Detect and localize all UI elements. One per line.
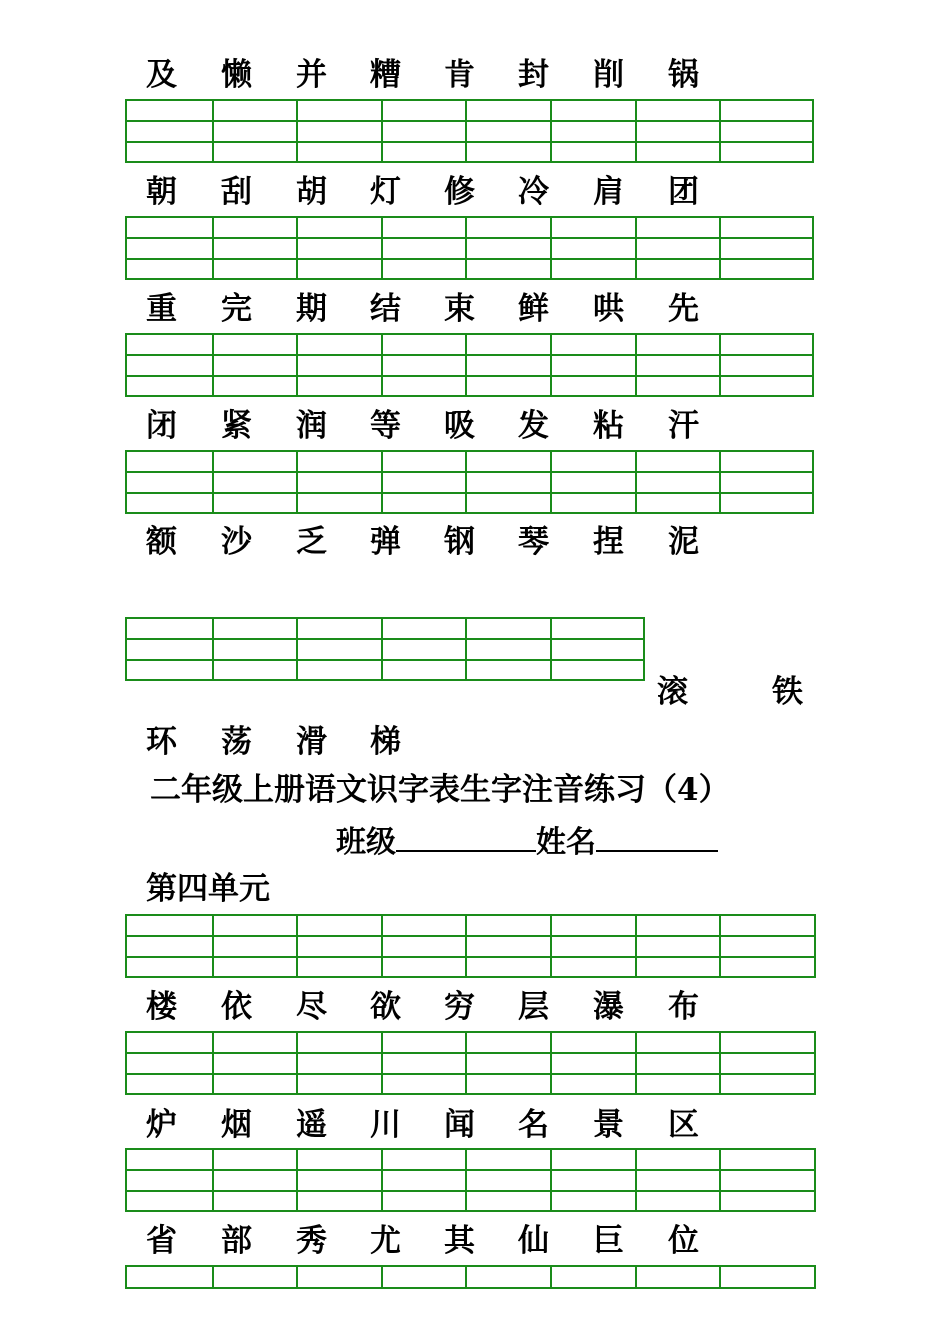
class-label: 班级 bbox=[336, 825, 396, 860]
grid-vline bbox=[635, 1150, 637, 1210]
grid-hline bbox=[127, 492, 812, 494]
hanzi-char: 结 bbox=[370, 291, 401, 327]
hanzi-char: 部 bbox=[221, 1223, 252, 1259]
hanzi-char: 团 bbox=[668, 174, 699, 210]
grid-vline bbox=[212, 335, 214, 395]
grid-vline bbox=[296, 1267, 298, 1289]
grid-hline bbox=[127, 237, 812, 239]
grid-vline bbox=[635, 218, 637, 278]
grid-hline bbox=[127, 1169, 814, 1171]
grid-vline bbox=[296, 335, 298, 395]
grid-vline bbox=[465, 1033, 467, 1093]
hanzi-char: 穷 bbox=[444, 989, 475, 1025]
grid-vline bbox=[381, 452, 383, 512]
hanzi-char: 巨 bbox=[593, 1223, 624, 1259]
hanzi-char: 弹 bbox=[370, 524, 401, 560]
hanzi-char: 烟 bbox=[221, 1107, 252, 1143]
grid-vline bbox=[212, 218, 214, 278]
grid-vline bbox=[381, 101, 383, 161]
hanzi-char: 遥 bbox=[296, 1107, 327, 1143]
hanzi-char: 润 bbox=[296, 408, 327, 444]
grid-vline bbox=[465, 452, 467, 512]
hanzi-char: 鲜 bbox=[518, 291, 549, 327]
char-row-6 bbox=[146, 987, 866, 1027]
hanzi-char: 修 bbox=[444, 174, 475, 210]
grid-vline bbox=[212, 101, 214, 161]
grid-vline bbox=[212, 1267, 214, 1289]
hanzi-char: 刮 bbox=[221, 174, 252, 210]
grid-vline bbox=[719, 101, 721, 161]
grid-vline bbox=[465, 335, 467, 395]
hanzi-char: 琴 bbox=[518, 524, 549, 560]
char-row-3 bbox=[146, 289, 866, 329]
hanzi-char: 锅 bbox=[668, 57, 699, 93]
hanzi-char: 发 bbox=[518, 408, 549, 444]
grid-hline bbox=[127, 1190, 814, 1192]
hanzi-char: 闭 bbox=[146, 408, 177, 444]
hanzi-char: 荡 bbox=[221, 724, 252, 760]
hanzi-char: 位 bbox=[668, 1223, 699, 1259]
hanzi-char: 汗 bbox=[668, 408, 699, 444]
pinyin-grid-5 bbox=[125, 617, 645, 681]
char-row-7 bbox=[146, 1105, 866, 1145]
hanzi-char: 瀑 bbox=[593, 989, 624, 1025]
hanzi-char: 削 bbox=[593, 57, 624, 93]
grid-vline bbox=[212, 1033, 214, 1093]
char-row-5 bbox=[146, 522, 866, 562]
char-row-4 bbox=[146, 406, 866, 446]
grid-vline bbox=[635, 335, 637, 395]
hanzi-char: 期 bbox=[296, 291, 327, 327]
grid-vline bbox=[296, 101, 298, 161]
hanzi-char: 并 bbox=[296, 57, 327, 93]
grid-vline bbox=[381, 619, 383, 679]
char-row-1 bbox=[146, 55, 866, 95]
hanzi-char: 依 bbox=[221, 989, 252, 1025]
hanzi-char: 梯 bbox=[370, 724, 401, 760]
grid-hline bbox=[127, 258, 812, 260]
grid-vline bbox=[381, 1150, 383, 1210]
hanzi-char: 闻 bbox=[444, 1107, 475, 1143]
grid-hline bbox=[127, 659, 643, 661]
grid-vline bbox=[550, 1150, 552, 1210]
hanzi-char: 炉 bbox=[146, 1107, 177, 1143]
pinyin-grid-8 bbox=[125, 1148, 816, 1212]
hanzi-char: 沙 bbox=[221, 524, 252, 560]
grid-vline bbox=[381, 916, 383, 976]
grid-vline bbox=[296, 1150, 298, 1210]
grid-vline bbox=[719, 916, 721, 976]
hanzi-char: 肯 bbox=[444, 57, 475, 93]
grid-vline bbox=[296, 218, 298, 278]
grid-hline bbox=[127, 956, 814, 958]
grid-vline bbox=[550, 916, 552, 976]
grid-vline bbox=[465, 1267, 467, 1289]
grid-vline bbox=[550, 218, 552, 278]
grid-hline bbox=[127, 1287, 814, 1289]
grid-vline bbox=[296, 916, 298, 976]
grid-vline bbox=[381, 218, 383, 278]
hanzi-char: 层 bbox=[518, 989, 549, 1025]
grid-vline bbox=[635, 1267, 637, 1289]
grid-hline bbox=[127, 638, 643, 640]
hanzi-char: 糟 bbox=[370, 57, 401, 93]
grid-vline bbox=[296, 1033, 298, 1093]
grid-vline bbox=[381, 335, 383, 395]
hanzi-char: 省 bbox=[146, 1223, 177, 1259]
grid-vline bbox=[465, 218, 467, 278]
grid-vline bbox=[212, 1150, 214, 1210]
grid-hline bbox=[127, 471, 812, 473]
grid-vline bbox=[635, 452, 637, 512]
grid-vline bbox=[635, 1033, 637, 1093]
hanzi-char: 泥 bbox=[668, 524, 699, 560]
grid-hline bbox=[127, 375, 812, 377]
hanzi-char: 粘 bbox=[593, 408, 624, 444]
hanzi-char: 名 bbox=[518, 1107, 549, 1143]
hanzi-char: 额 bbox=[146, 524, 177, 560]
grid-vline bbox=[635, 916, 637, 976]
grid-vline bbox=[465, 619, 467, 679]
hanzi-char: 封 bbox=[518, 57, 549, 93]
class-name-line bbox=[336, 820, 718, 863]
overflow-char-1: 滚 bbox=[657, 674, 688, 710]
unit-label: 第四单元 bbox=[146, 871, 270, 907]
grid-vline bbox=[719, 452, 721, 512]
hanzi-char: 其 bbox=[444, 1223, 475, 1259]
grid-hline bbox=[127, 120, 812, 122]
pinyin-grid-6 bbox=[125, 914, 816, 978]
grid-hline bbox=[127, 1052, 814, 1054]
grid-vline bbox=[550, 1033, 552, 1093]
grid-vline bbox=[465, 101, 467, 161]
hanzi-char: 等 bbox=[370, 408, 401, 444]
hanzi-char: 楼 bbox=[146, 989, 177, 1025]
grid-vline bbox=[550, 619, 552, 679]
hanzi-char: 紧 bbox=[221, 408, 252, 444]
grid-vline bbox=[212, 452, 214, 512]
hanzi-char: 灯 bbox=[370, 174, 401, 210]
hanzi-char: 川 bbox=[370, 1107, 401, 1143]
grid-vline bbox=[465, 916, 467, 976]
grid-vline bbox=[550, 335, 552, 395]
grid-vline bbox=[296, 619, 298, 679]
hanzi-char: 懒 bbox=[221, 57, 252, 93]
grid-vline bbox=[719, 1150, 721, 1210]
pinyin-grid-1 bbox=[125, 99, 814, 163]
grid-hline bbox=[127, 935, 814, 937]
grid-vline bbox=[212, 619, 214, 679]
pinyin-grid-3 bbox=[125, 333, 814, 397]
hanzi-char: 尤 bbox=[370, 1223, 401, 1259]
hanzi-char: 秀 bbox=[296, 1223, 327, 1259]
hanzi-char: 尽 bbox=[296, 989, 327, 1025]
hanzi-char: 冷 bbox=[518, 174, 549, 210]
hanzi-char: 乏 bbox=[296, 524, 327, 560]
hanzi-char: 捏 bbox=[593, 524, 624, 560]
hanzi-char: 滑 bbox=[296, 724, 327, 760]
grid-hline bbox=[127, 141, 812, 143]
pinyin-grid-7 bbox=[125, 1031, 816, 1095]
hanzi-char: 环 bbox=[146, 724, 177, 760]
char-row-8 bbox=[146, 1221, 866, 1261]
hanzi-char: 哄 bbox=[593, 291, 624, 327]
grid-hline bbox=[127, 1073, 814, 1075]
grid-vline bbox=[635, 101, 637, 161]
grid-vline bbox=[550, 101, 552, 161]
hanzi-char: 完 bbox=[221, 291, 252, 327]
hanzi-char: 先 bbox=[668, 291, 699, 327]
grid-vline bbox=[381, 1033, 383, 1093]
hanzi-char: 钢 bbox=[444, 524, 475, 560]
hanzi-char: 束 bbox=[444, 291, 475, 327]
page-title: 二年级上册语文识字表生字注音练习（4） bbox=[150, 772, 730, 808]
hanzi-char: 布 bbox=[668, 989, 699, 1025]
grid-vline bbox=[465, 1150, 467, 1210]
name-blank[interactable] bbox=[596, 820, 718, 852]
pinyin-grid-2 bbox=[125, 216, 814, 280]
grid-hline bbox=[127, 354, 812, 356]
grid-vline bbox=[296, 452, 298, 512]
grid-vline bbox=[719, 218, 721, 278]
hanzi-char: 仙 bbox=[518, 1223, 549, 1259]
hanzi-char: 胡 bbox=[296, 174, 327, 210]
overflow-line bbox=[146, 722, 866, 762]
grid-vline bbox=[550, 452, 552, 512]
pinyin-grid-9 bbox=[125, 1265, 816, 1289]
overflow-char-2: 铁 bbox=[772, 674, 803, 710]
hanzi-char: 景 bbox=[593, 1107, 624, 1143]
hanzi-char: 及 bbox=[146, 57, 177, 93]
grid-vline bbox=[719, 1267, 721, 1289]
grid-vline bbox=[550, 1267, 552, 1289]
char-row-2 bbox=[146, 172, 866, 212]
grid-vline bbox=[719, 335, 721, 395]
hanzi-char: 吸 bbox=[444, 408, 475, 444]
hanzi-char: 区 bbox=[668, 1107, 699, 1143]
hanzi-char: 朝 bbox=[146, 174, 177, 210]
hanzi-char: 欲 bbox=[370, 989, 401, 1025]
name-label: 姓名 bbox=[536, 825, 596, 860]
pinyin-grid-4 bbox=[125, 450, 814, 514]
hanzi-char: 肩 bbox=[593, 174, 624, 210]
grid-vline bbox=[719, 1033, 721, 1093]
hanzi-char: 重 bbox=[146, 291, 177, 327]
class-blank[interactable] bbox=[396, 820, 536, 852]
grid-vline bbox=[212, 916, 214, 976]
grid-vline bbox=[381, 1267, 383, 1289]
